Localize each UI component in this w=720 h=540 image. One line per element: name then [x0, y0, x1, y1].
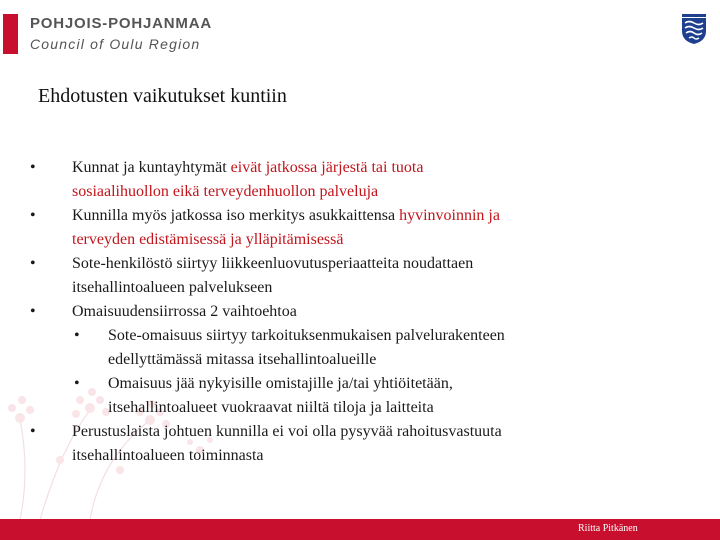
slide-title: Ehdotusten vaikutukset kuntiin — [38, 85, 287, 107]
bullet-text: Sote-henkilöstö siirtyy liikkeenluovutusperiaatteita noudattaen — [72, 255, 474, 272]
bullet-text: sosiaalihuollon eikä terveydenhuollon palveluja — [72, 183, 379, 200]
coat-of-arms-icon — [682, 14, 706, 44]
bullet-text: Omaisuudensiirrossa 2 vaihtoehtoa — [72, 303, 297, 320]
bullet-marker: • — [30, 255, 36, 272]
header — [0, 0, 720, 60]
bullet-list — [30, 156, 670, 468]
bullet-item — [30, 372, 670, 420]
org-subtitle: Council of Oulu Region — [30, 36, 201, 52]
bullet-text: hyvinvoinnin ja — [399, 207, 500, 224]
bullet-text: itsehallintoalueen toiminnasta — [72, 447, 264, 464]
bullet-marker: • — [30, 159, 36, 176]
bullet-text: eivät jatkossa järjestä tai tuota — [230, 159, 424, 176]
bullet-text: Kunnilla myös jatkossa iso merkitys asukkaittensa — [72, 207, 400, 224]
bullet-item — [30, 204, 670, 252]
bullet-text: Kunnat ja kuntayhtymät — [72, 159, 231, 176]
bullet-marker: • — [30, 303, 36, 320]
bullet-text: itsehallintoalueen palvelukseen — [72, 279, 273, 296]
brand-bar — [3, 14, 18, 54]
footer-bar — [0, 519, 720, 540]
bullet-marker: • — [74, 327, 80, 344]
bullet-text: Perustuslaista johtuen kunnilla ei voi olla pysyvää rahoitusvastuuta — [72, 423, 502, 440]
bullet-marker: • — [30, 207, 36, 224]
bullet-text: Omaisuus jää nykyisille omistajille ja/tai yhtiöitetään, — [108, 375, 453, 392]
bullet-marker: • — [30, 423, 36, 440]
bullet-text: Sote-omaisuus siirtyy tarkoituksenmukaisen palvelurakenteen — [108, 327, 505, 344]
bullet-item — [30, 420, 670, 468]
bullet-text: itsehallintoalueet vuokraavat niiltä tiloja ja laitteita — [108, 399, 434, 416]
bullet-text: terveyden edistämisessä ja ylläpitämisessä — [72, 231, 344, 248]
bullet-item — [30, 300, 670, 324]
bullet-marker: • — [74, 375, 80, 392]
bullet-text: edellyttämässä mitassa itsehallintoalueille — [108, 351, 377, 368]
org-name: POHJOIS-POHJANMAA — [30, 15, 212, 32]
bullet-item — [30, 156, 670, 204]
footer-author: Riitta Pitkänen — [578, 523, 638, 534]
bullet-item — [30, 252, 670, 300]
bullet-item — [30, 324, 670, 372]
